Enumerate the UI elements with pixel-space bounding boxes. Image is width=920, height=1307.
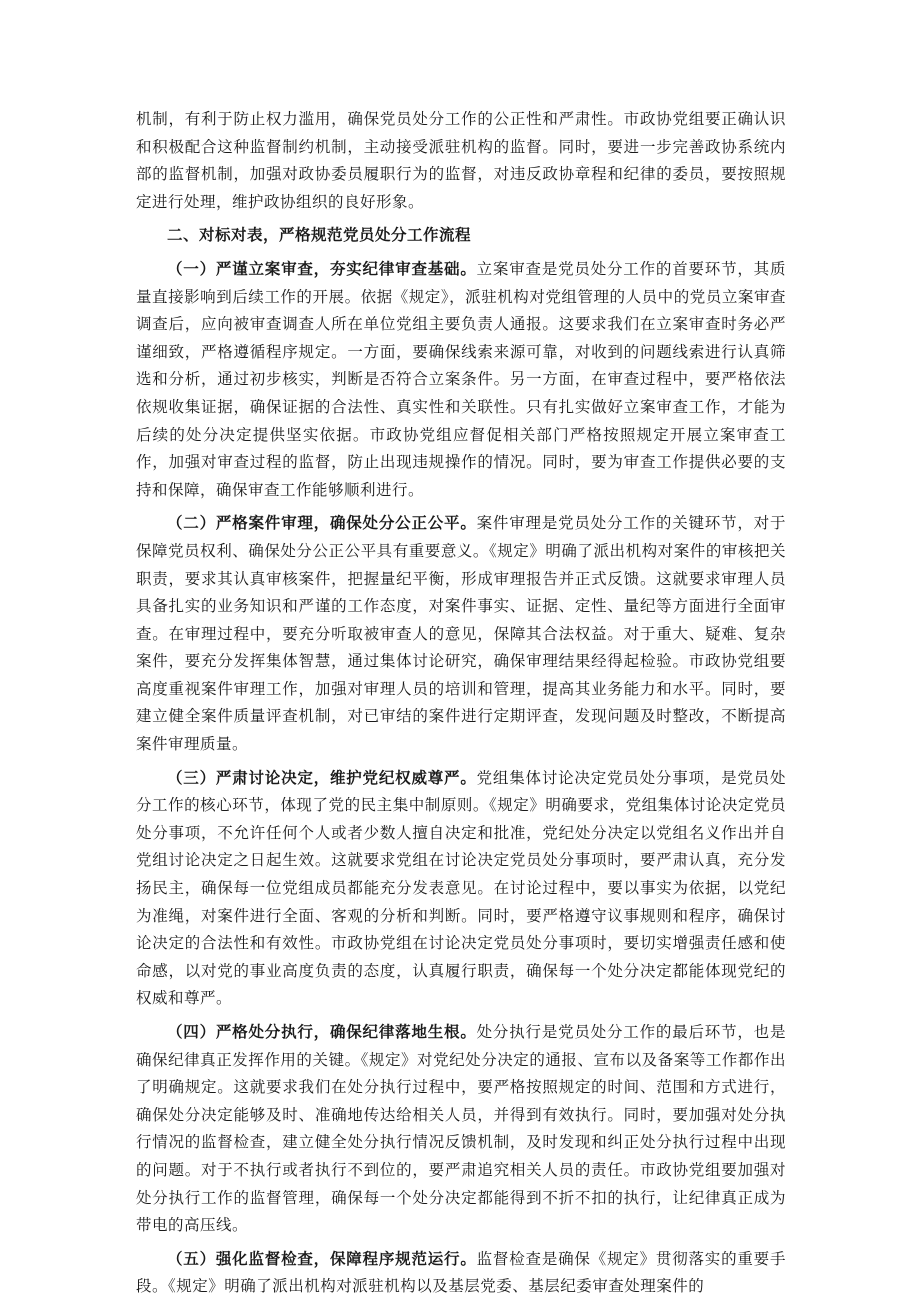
paragraph-lead: （二）严格案件审理，确保处分公正公平。 [167, 514, 477, 533]
document-page [136, 106, 786, 1307]
paragraph-continuation [136, 106, 786, 216]
paragraph-5 [136, 1246, 786, 1301]
section-heading: 二、对标对表，严格规范党员处分工作流程 [167, 226, 472, 245]
paragraph-2 [136, 510, 786, 758]
paragraph-3 [136, 765, 786, 1013]
paragraph-lead: （三）严肃讨论决定，维护党纪权威尊严。 [167, 768, 477, 787]
paragraph-4 [136, 1019, 786, 1240]
paragraph-lead: （五）强化监督检查，保障程序规范运行。 [167, 1249, 477, 1268]
paragraph-lead: （四）严格处分执行，确保纪律落地生根。 [167, 1023, 477, 1041]
paragraph-text: 监督检查是确保《规定》贯彻落实的重要手段。《规定》明确了派出机构对派驻机构以及基层党委、基层纪委审查处理案件的 [136, 1249, 786, 1296]
paragraph-lead: （一）严谨立案审查，夯实纪律审查基础。 [167, 259, 477, 278]
paragraph-text: 党组集体讨论决定党员处分事项，是党员处分工作的核心环节，体现了党的民主集中制原则。《规定》明确要求，党组集体讨论决定党员处分事项，不允许任何个人或者少数人擅自决定和批准，党纪处分决定以党组名义作出并自党组讨论决定之日起生效。这就要求党组在讨论决定党员处分事项时，要严肃认真，充分发扬民主，确保每一位党组成员都能充分发表意见。在讨论过程中，要以事实为依据，以党纪为准绳，对案件进行全面、客观的分析和判断。同时，要严格遵守议事规则和程序，确保讨论决定的合法性和有效性。市政协党组在讨论决定党员处分事项时，要切实增强责任感和使命感，以对党的事业高度负责的态度，认真履行职责，确保每一个处分决定都能体现党纪的权威和尊严。 [136, 768, 786, 1008]
paragraph-text: 机制，有利于防止权力滥用，确保党员处分工作的公正性和严肃性。市政协党组要正确认识和积极配合这种监督制约机制，主动接受派驻机构的监督。同时，要进一步完善政协系统内部的监督机制，加强对政协委员履职行为的监督，对违反政协章程和纪律的委员，要按照规定进行处理，维护政协组织的良好形象。 [136, 110, 786, 211]
paragraph-text: 案件审理是党员处分工作的关键环节，对于保障党员权利、确保处分公正公平具有重要意义。《规定》明确了派出机构对案件的审核把关职责，要求其认真审核案件，把握量纪平衡，形成审理报告并正式反馈。这就要求审理人员具备扎实的业务知识和严谨的工作态度，对案件事实、证据、定性、量纪等方面进行全面审查。在审理过程中，要充分听取被审查人的意见，保障其合法权益。对于重大、疑难、复杂案件，要充分发挥集体智慧，通过集体讨论研究，确保审理结果经得起检验。市政协党组要高度重视案件审理工作，加强对审理人员的培训和管理，提高其业务能力和水平。同时，要建立健全案件质量评查机制，对已审结的案件进行定期评查，发现问题及时整改，不断提高案件审理质量。 [136, 514, 786, 754]
paragraph-1 [136, 256, 786, 504]
paragraph-text: 立案审查是党员处分工作的首要环节，其质量直接影响到后续工作的开展。依据《规定》，派驻机构对党组管理的人员中的党员立案审查调查后，应向被审查调查人所在单位党组主要负责人通报。这要求我们在立案审查时务必严谨细致，严格遵循程序规定。一方面，要确保线索来源可靠，对收到的问题线索进行认真筛选和分析，通过初步核实，判断是否符合立案条件。另一方面，在审查过程中，要严格依法依规收集证据，确保证据的合法性、真实性和关联性。只有扎实做好立案审查工作，才能为后续的处分决定提供坚实依据。市政协党组应督促相关部门严格按照规定开展立案审查工作，加强对审查过程的监督，防止出现违规操作的情况。同时，要为审查工作提供必要的支持和保障，确保审查工作能够顺利进行。 [136, 259, 786, 499]
paragraph-text: 处分执行是党员处分工作的最后环节，也是确保纪律真正发挥作用的关键。《规定》对党纪处分决定的通报、宣布以及备案等工作都作出了明确规定。这就要求我们在处分执行过程中，要严格按照规定的时间、范围和方式进行，确保处分决定能够及时、准确地传达给相关人员，并得到有效执行。同时，要加强对处分执行情况的监督检查，建立健全处分执行情况反馈机制，及时发现和纠正处分执行过程中出现的问题。对于不执行或者执行不到位的，要严肃追究相关人员的责任。市政协党组要加强对处分执行工作的监督管理，确保每一个处分决定都能得到不折不扣的执行，让纪律真正成为带电的高压线。 [136, 1023, 786, 1235]
